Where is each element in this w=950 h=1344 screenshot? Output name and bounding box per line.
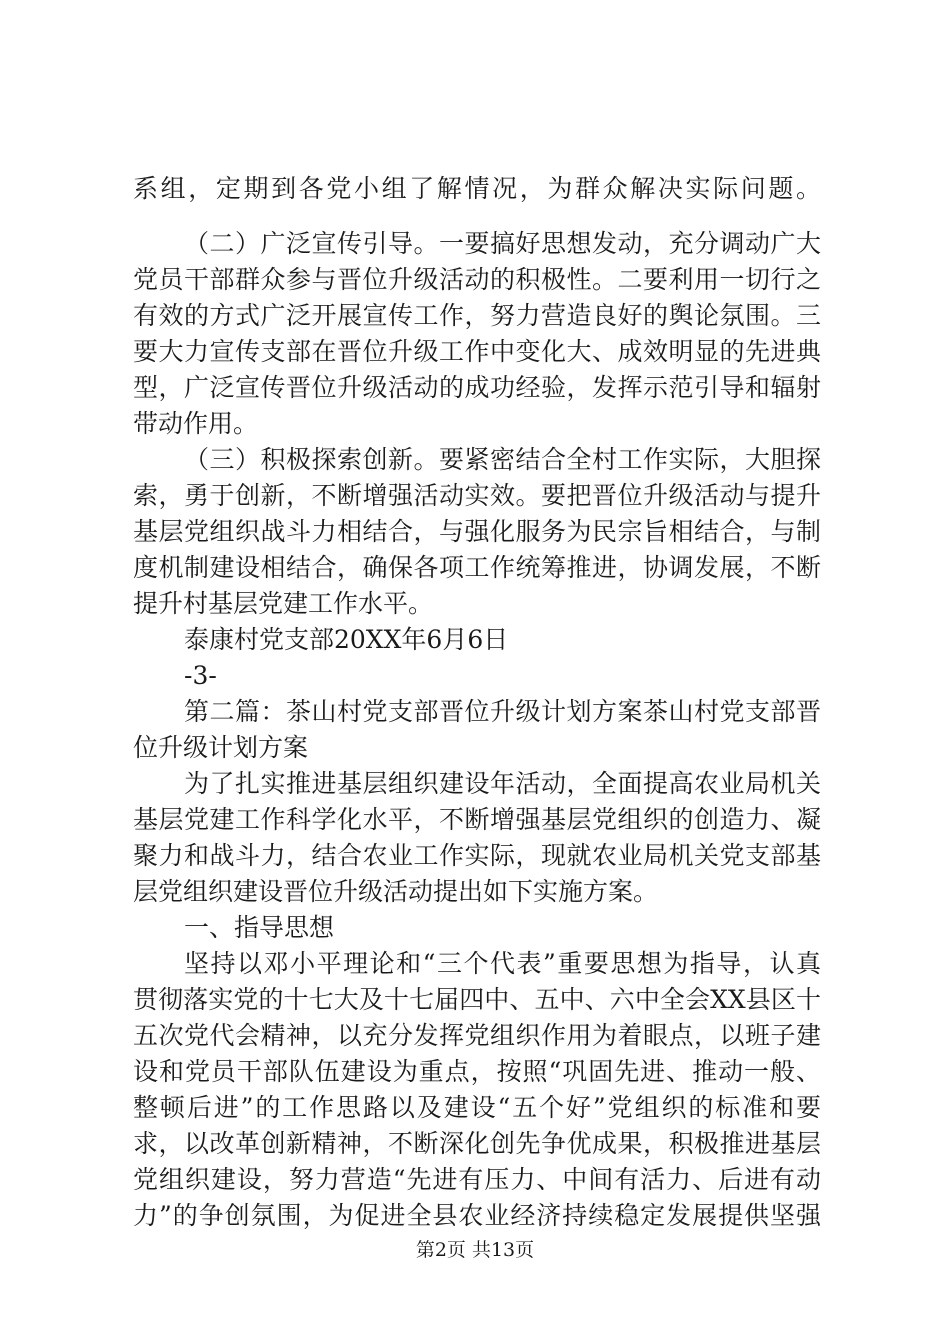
page-footer: 第2页 共13页 (415, 1239, 535, 1261)
text-line: 要大力宣传支部在晋位升级工作中变化大、成效明显的先进典 (133, 337, 821, 366)
text-line: 坚持以邓小平理论和“三个代表”重要思想为指导，认真 (184, 949, 821, 978)
subheading: 一、指导思想 (184, 913, 335, 942)
signature-line: 泰康村党支部20XX年6月6日 (184, 625, 509, 654)
text-line: 带动作用。 (133, 409, 259, 438)
text-line: 度机制建设相结合，确保各项工作统筹推进，协调发展，不断 (133, 553, 821, 582)
section-heading: 位升级计划方案 (133, 733, 309, 762)
section-heading: 第二篇：茶山村党支部晋位升级计划方案茶山村党支部晋 (184, 697, 821, 726)
text-line: 求，以改革创新精神，不断深化创先争优成果，积极推进基层 (133, 1129, 821, 1158)
text-line: 党员干部群众参与晋位升级活动的积极性。二要利用一切行之 (133, 265, 821, 294)
text-line: 系组，定期到各党小组了解情况，为群众解决实际问题。 (133, 174, 821, 203)
text-line: 为了扎实推进基层组织建设年活动，全面提高农业局机关 (184, 769, 821, 798)
text-line: 五次党代会精神，以充分发挥党组织作用为着眼点，以班子建 (133, 1021, 821, 1050)
text-line: （三）积极探索创新。要紧密结合全村工作实际，大胆探 (184, 445, 821, 474)
text-line: 基层党建工作科学化水平，不断增强基层党组织的创造力、凝 (133, 805, 821, 834)
text-line: 聚力和战斗力，结合农业工作实际，现就农业局机关党支部基 (133, 841, 821, 870)
text-line: 基层党组织战斗力相结合，与强化服务为民宗旨相结合，与制 (133, 517, 821, 546)
text-line: （二）广泛宣传引导。一要搞好思想发动，充分调动广大 (184, 229, 821, 258)
text-line: 党组织建设，努力营造“先进有压力、中间有活力、后进有动 (133, 1165, 821, 1194)
text-line: 设和党员干部队伍建设为重点，按照“巩固先进、推动一般、 (133, 1057, 821, 1086)
text-line: 贯彻落实党的十七大及十七届四中、五中、六中全会XX县区十 (133, 985, 821, 1014)
text-line: 有效的方式广泛开展宣传工作，努力营造良好的舆论氛围。三 (133, 301, 821, 330)
text-line: 提升村基层党建工作水平。 (133, 589, 434, 618)
text-line: 层党组织建设晋位升级活动提出如下实施方案。 (133, 877, 659, 906)
text-line: 型，广泛宣传晋位升级活动的成功经验，发挥示范引导和辐射 (133, 373, 821, 402)
text-line: 整顿后进”的工作思路以及建设“五个好”党组织的标准和要 (133, 1093, 821, 1122)
text-line: 索，勇于创新，不断增强活动实效。要把晋位升级活动与提升 (133, 481, 821, 510)
text-line: 力”的争创氛围，为促进全县农业经济持续稳定发展提供坚强 (133, 1201, 821, 1230)
page-marker: -3- (184, 661, 217, 690)
